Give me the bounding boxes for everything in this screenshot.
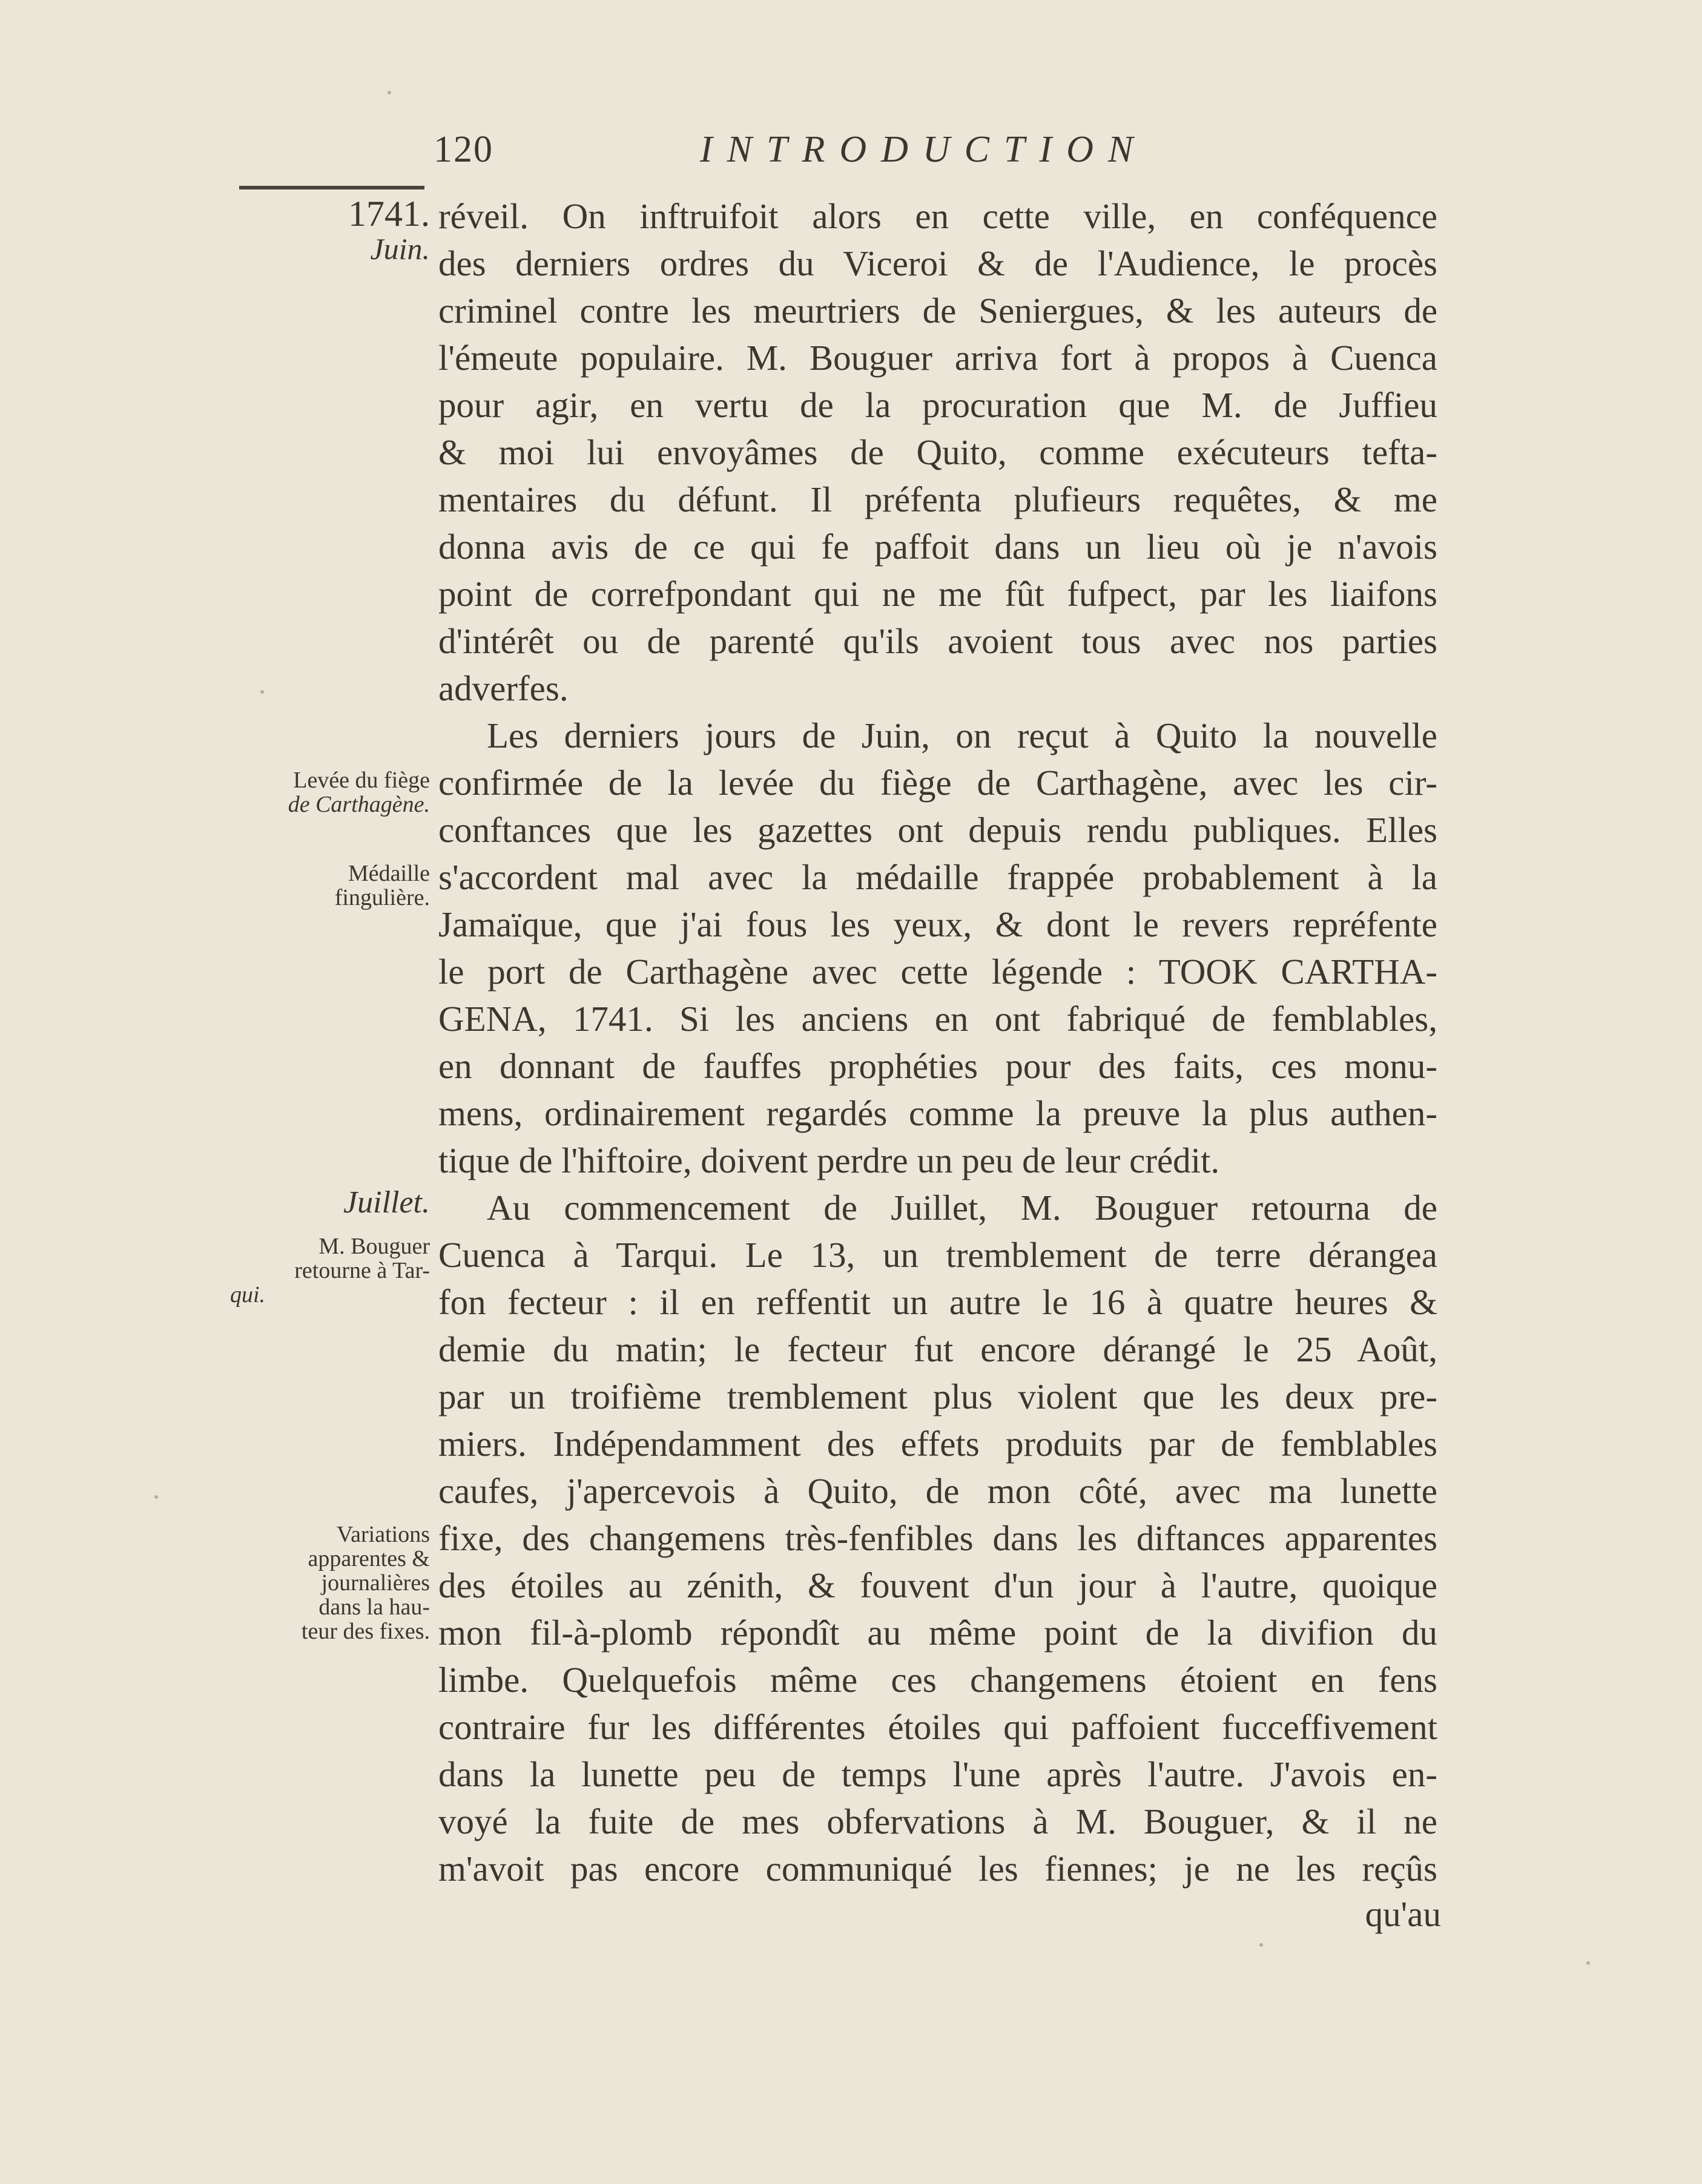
paper-speck xyxy=(1259,1943,1263,1947)
body-line: mens, ordinairement regardés comme la preuve la plus authen- xyxy=(438,1093,1437,1133)
margin-note-medal xyxy=(230,862,430,910)
body-line: en donnant de fauffes prophéties pour des faits, ces monu- xyxy=(438,1046,1437,1086)
body-line: le port de Carthagène avec cette légende : TOOK CARTHA- xyxy=(438,952,1437,992)
margin-note-line: dans la hau- xyxy=(318,1594,430,1620)
body-line: mon fil-à-plomb répondît au même point de la divifion du xyxy=(438,1613,1437,1653)
body-line: fixe, des changemens très-fenfibles dans les diftances apparentes xyxy=(438,1518,1437,1558)
margin-note-line: retourne à Tar- xyxy=(294,1257,430,1283)
paper-speck xyxy=(1586,1961,1590,1965)
body-line: contraire fur les différentes étoiles qui paffoient fucceffivement xyxy=(438,1707,1437,1747)
body-line: demie du matin; le fecteur fut encore dérangé le 25 Août, xyxy=(438,1329,1437,1369)
margin-note-date xyxy=(230,195,430,265)
body-line: point de correfpondant qui ne me fût fufpect, par les liaifons xyxy=(438,574,1437,614)
catchword: qu'au xyxy=(1365,1894,1441,1934)
margin-note-line: fingulière. xyxy=(334,884,430,910)
margin-note-line: Médaille xyxy=(348,861,430,886)
body-line: fon fecteur : il en reffentit un autre le 16 à quatre heures & xyxy=(438,1282,1437,1322)
body-line: dans la lunette peu de temps l'une après l'autre. J'avois en- xyxy=(438,1754,1437,1794)
margin-note-line: Variations xyxy=(336,1522,430,1547)
body-line: Cuenca à Tarqui. Le 13, un tremblement de terre dérangea xyxy=(438,1235,1437,1275)
margin-year: 1741. xyxy=(348,194,430,234)
margin-note-line: teur des fixes. xyxy=(301,1618,430,1644)
body-line: m'avoit pas encore communiqué les fiennes; je ne les reçûs xyxy=(438,1849,1437,1889)
body-line: voyé la fuite de mes obfervations à M. Bouguer, & il ne xyxy=(438,1801,1437,1841)
margin-note-line: journalières xyxy=(321,1570,430,1596)
margin-note-bouguer xyxy=(230,1235,430,1307)
body-line: Les derniers jours de Juin, on reçut à Quito la nouvelle xyxy=(487,715,1437,755)
margin-note-july xyxy=(230,1186,430,1220)
margin-rule xyxy=(239,186,424,189)
body-line: limbe. Quelquefois même ces changemens étoient en fens xyxy=(438,1660,1437,1700)
body-line: des derniers ordres du Viceroi & de l'Audience, le procès xyxy=(438,243,1437,283)
body-line: d'intérêt ou de parenté qu'ils avoient tous avec nos parties xyxy=(438,621,1437,661)
body-line: confirmée de la levée du fiège de Carthagène, avec les cir- xyxy=(438,763,1437,803)
margin-note-line: M. Bouguer xyxy=(318,1234,430,1259)
body-line: réveil. On inftruifoit alors en cette ville, en conféquence xyxy=(438,196,1437,236)
paper-speck xyxy=(154,1495,158,1499)
margin-note-line: qui. xyxy=(230,1281,266,1307)
margin-note-line: Levée du fiège xyxy=(293,768,430,793)
margin-month: Juillet. xyxy=(343,1185,430,1220)
body-line: GENA, 1741. Si les anciens en ont fabriqué de femblables, xyxy=(438,999,1437,1039)
body-line: s'accordent mal avec la médaille frappée probablement à la xyxy=(438,857,1437,897)
body-line: par un troifième tremblement plus violent que les deux pre- xyxy=(438,1377,1437,1416)
body-line: caufes, j'apercevois à Quito, de mon côté, avec ma lunette xyxy=(438,1471,1437,1511)
margin-note-line: apparentes & xyxy=(308,1545,430,1571)
body-line: des étoiles au zénith, & fouvent d'un jour à l'autre, quoique xyxy=(438,1565,1437,1605)
body-line: & moi lui envoyâmes de Quito, comme exécuteurs tefta- xyxy=(438,432,1437,472)
body-line: pour agir, en vertu de la procuration que M. de Juffieu xyxy=(438,385,1437,425)
body-line: Au commencement de Juillet, M. Bouguer retourna de xyxy=(487,1188,1437,1228)
margin-month: Juin. xyxy=(370,232,430,266)
margin-note-variations xyxy=(230,1523,430,1643)
body-line: criminel contre les meurtriers de Seniergues, & les auteurs de xyxy=(438,291,1437,331)
body-line: tique de l'hiftoire, doivent perdre un peu de leur crédit. xyxy=(438,1140,1220,1180)
body-line: adverfes. xyxy=(438,668,569,708)
body-line: donna avis de ce qui fe paffoit dans un lieu où je n'avois xyxy=(438,527,1437,567)
margin-note-siege xyxy=(230,769,430,817)
body-line: Jamaïque, que j'ai fous les yeux, & dont le revers repréfente xyxy=(438,904,1437,944)
page-number: 120 xyxy=(434,129,493,170)
page-header xyxy=(434,128,1172,177)
body-line: conftances que les gazettes ont depuis rendu publiques. Elles xyxy=(438,810,1437,850)
body-line: miers. Indépendamment des effets produits par de femblables xyxy=(438,1424,1437,1464)
body-line: l'émeute populaire. M. Bouguer arriva fort à propos à Cuenca xyxy=(438,338,1437,378)
margin-note-line: de Carthagène. xyxy=(288,791,430,817)
running-head: INTRODUCTION xyxy=(700,129,1148,170)
body-line: mentaires du défunt. Il préfenta plufieurs requêtes, & me xyxy=(438,479,1437,519)
paper-speck xyxy=(260,690,264,694)
paper-speck xyxy=(388,91,391,94)
